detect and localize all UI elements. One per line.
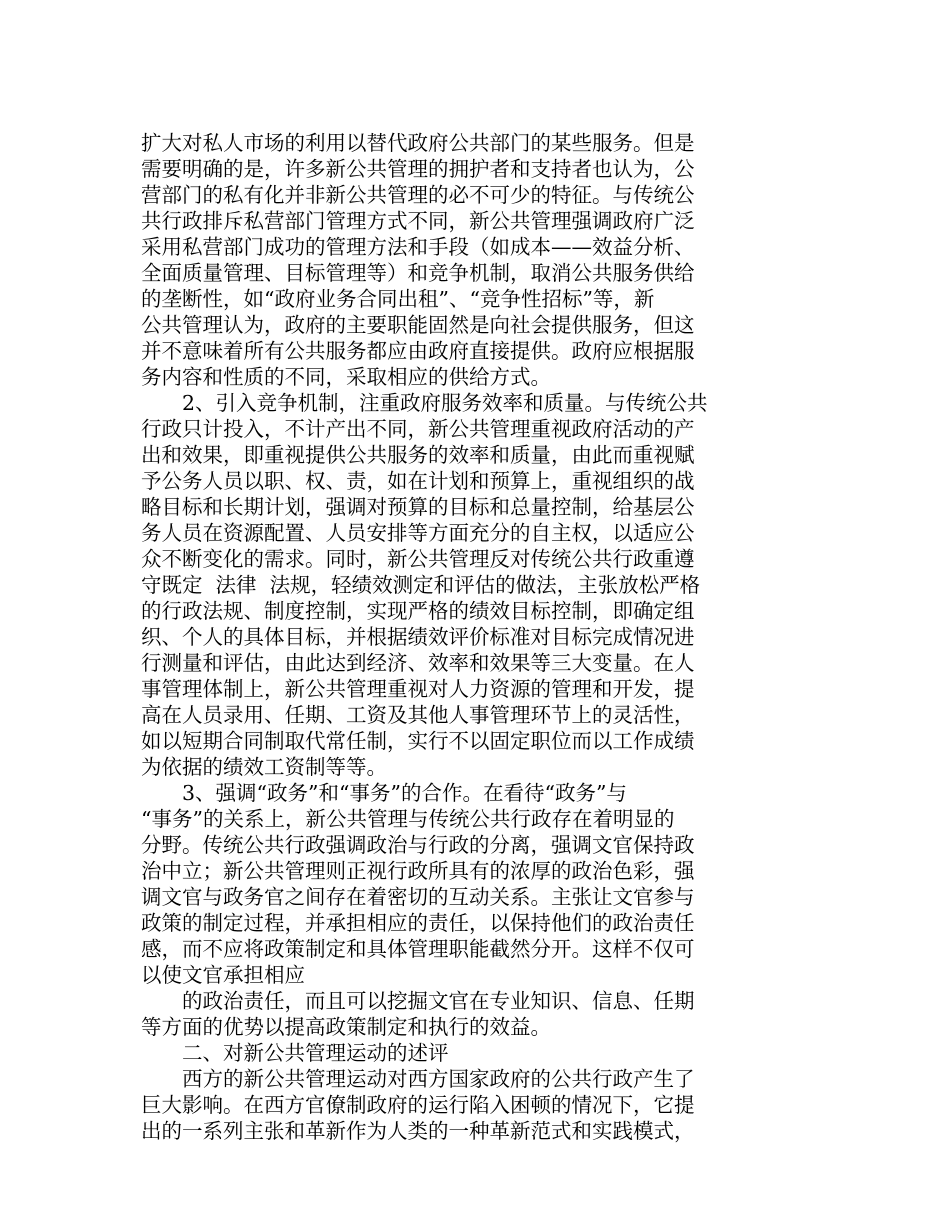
text-line: 巨大影响。在西方官僚制政府的运行陷入困顿的情况下，它提 bbox=[141, 1093, 695, 1117]
text-line: 略目标和长期计划，强调对预算的目标和总量控制，给基层公 bbox=[141, 495, 695, 519]
text-line: 3、强调“政务”和“事务”的合作。在看待“政务”与 bbox=[141, 781, 627, 805]
text-line: 为依据的绩效工资制等等。 bbox=[141, 755, 387, 779]
text-line: 调文官与政务官之间存在着密切的互动关系。主张让文官参与 bbox=[141, 885, 695, 909]
text-line: 感，而不应将政策制定和具体管理职能截然分开。这样不仅可 bbox=[141, 937, 695, 961]
text-line: 行测量和评估，由此达到经济、效率和效果等三大变量。在人 bbox=[141, 651, 695, 675]
text-line: 出的一系列主张和革新作为人类的一种革新范式和实践模式， bbox=[141, 1119, 695, 1143]
text-line: 众不断变化的需求。同时，新公共管理反对传统公共行政重遵 bbox=[141, 547, 695, 571]
text-line: 守既定 法律 法规，轻绩效测定和评估的做法，主张放松严格 bbox=[141, 573, 701, 597]
text-line: 务人员在资源配置、人员安排等方面充分的自主权，以适应公 bbox=[141, 521, 695, 545]
text-line: 治中立；新公共管理则正视行政所具有的浓厚的政治色彩，强 bbox=[141, 859, 695, 883]
text-line: 等方面的优势以提高政策制定和执行的效益。 bbox=[141, 1015, 551, 1039]
text-line: 并不意味着所有公共服务都应由政府直接提供。政府应根据服 bbox=[141, 339, 695, 363]
text-line: 织、个人的具体目标，并根据绩效评价标准对目标完成情况进 bbox=[141, 625, 695, 649]
text-line: 全面质量管理、目标管理等）和竞争机制，取消公共服务供给 bbox=[141, 261, 695, 285]
text-line: 西方的新公共管理运动对西方国家政府的公共行政产生了 bbox=[141, 1067, 695, 1091]
text-line: 的政治责任，而且可以挖掘文官在专业知识、信息、任期 bbox=[141, 989, 695, 1013]
text-line: 需要明确的是，许多新公共管理的拥护者和支持者也认为，公 bbox=[141, 157, 695, 181]
text-line: “事务”的关系上，新公共管理与传统公共行政存在着明显的 bbox=[141, 807, 675, 831]
text-line: 公共管理认为，政府的主要职能固然是向社会提供服务，但这 bbox=[141, 313, 695, 337]
text-line: 的垄断性，如“政府业务合同出租”、“竞争性招标”等，新 bbox=[141, 287, 655, 311]
text-line: 予公务人员以职、权、责，如在计划和预算上，重视组织的战 bbox=[141, 469, 695, 493]
text-line: 扩大对私人市场的利用以替代政府公共部门的某些服务。但是 bbox=[141, 131, 695, 155]
text-line: 事管理体制上，新公共管理重视对人力资源的管理和开发，提 bbox=[141, 677, 695, 701]
body-text bbox=[141, 130, 756, 1144]
text-line: 政策的制定过程，并承担相应的责任，以保持他们的政治责任 bbox=[141, 911, 695, 935]
section-heading: 二、对新公共管理运动的述评 bbox=[141, 1041, 449, 1065]
text-line: 2、引入竞争机制，注重政府服务效率和质量。与传统公共 bbox=[141, 391, 708, 415]
text-line: 营部门的私有化并非新公共管理的必不可少的特征。与传统公 bbox=[141, 183, 695, 207]
text-line: 出和效果，即重视提供公共服务的效率和质量，由此而重视赋 bbox=[141, 443, 695, 467]
text-line: 的行政法规、制度控制，实现严格的绩效目标控制，即确定组 bbox=[141, 599, 695, 623]
text-line: 行政只计投入，不计产出不同，新公共管理重视政府活动的产 bbox=[141, 417, 695, 441]
text-line: 分野。传统公共行政强调政治与行政的分离，强调文官保持政 bbox=[141, 833, 695, 857]
text-line: 务内容和性质的不同，采取相应的供给方式。 bbox=[141, 365, 551, 389]
text-line: 如以短期合同制取代常任制，实行不以固定职位而以工作成绩 bbox=[141, 729, 695, 753]
text-line: 以使文官承担相应 bbox=[141, 963, 305, 987]
text-line: 高在人员录用、任期、工资及其他人事管理环节上的灵活性， bbox=[141, 703, 695, 727]
text-line: 采用私营部门成功的管理方法和手段（如成本——效益分析、 bbox=[141, 235, 695, 259]
text-line: 共行政排斥私营部门管理方式不同，新公共管理强调政府广泛 bbox=[141, 209, 695, 233]
